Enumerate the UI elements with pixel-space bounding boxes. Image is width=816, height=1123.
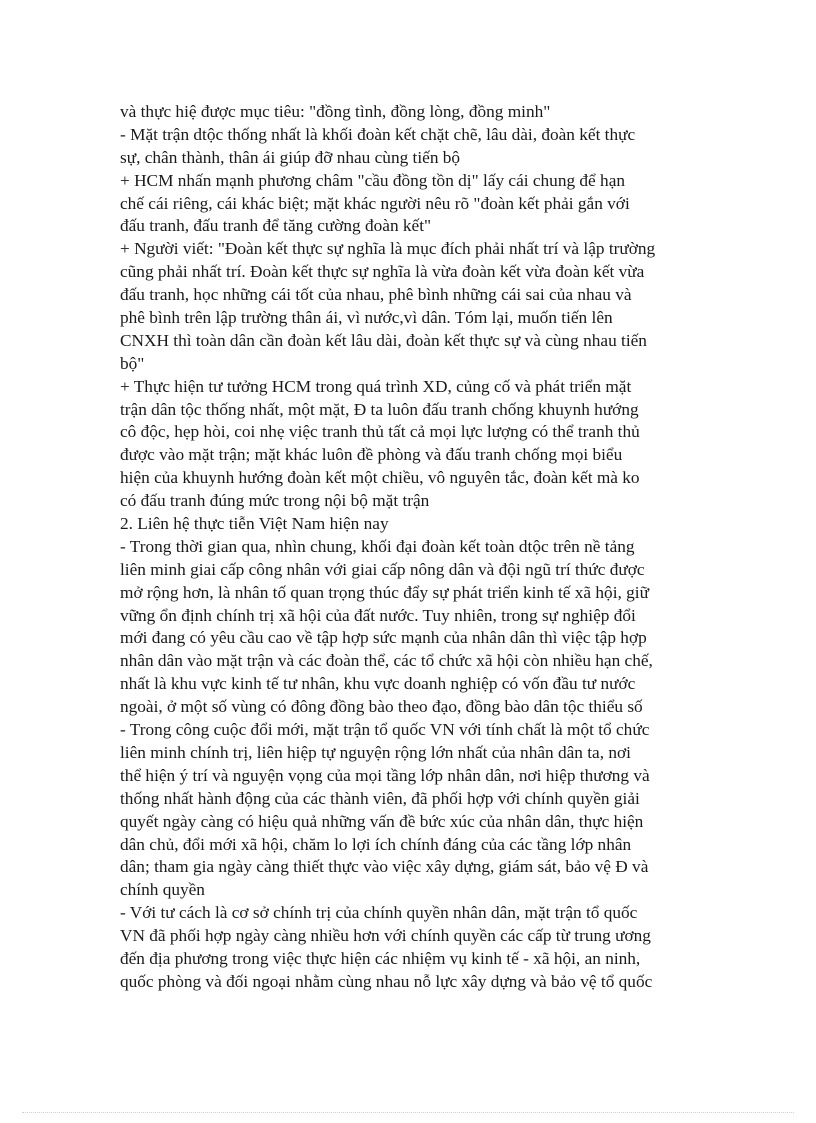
text-line: phê bình trên lập trường thân ái, vì nước,vì dân. Tóm lại, muốn tiến lên — [120, 308, 613, 328]
text-line: và thực hiệ được mục tiêu: "đồng tình, đồng lòng, đồng minh" — [120, 102, 551, 121]
text-line: vững ổn định chính trị xã hội của đất nước. Tuy nhiên, trong sự nghiệp đổi — [120, 605, 636, 625]
text-line: - Mặt trận dtộc thống nhất là khối đoàn kết chặt chẽ, lâu dài, đoàn kết thực — [120, 124, 636, 144]
text-line: thống nhất hành động của các thành viên, đã phối hợp với chính quyền giải — [120, 788, 640, 808]
text-line: cô độc, hẹp hòi, coi nhẹ việc tranh thủ tất cả mọi lực lượng có thể tranh thủ — [120, 422, 640, 442]
page-bottom-rule — [22, 1112, 794, 1113]
text-line: nhân dân vào mặt trận và các đoàn thể, các tổ chức xã hội còn nhiều hạn chế, — [120, 651, 653, 671]
text-line: dân; tham gia ngày càng thiết thực vào việc xây dựng, giám sát, bảo vệ Đ và — [120, 857, 649, 877]
text-line: ngoài, ở một số vùng có đông đồng bào theo đạo, đồng bào dân tộc thiểu số — [120, 697, 643, 717]
text-line: chế cái riêng, cái khác biệt; mặt khác người nêu rõ "đoàn kết phải gắn với — [120, 193, 630, 213]
text-line: sự, chân thành, thân ái giúp đỡ nhau cùng tiến bộ — [120, 147, 461, 167]
text-line: liên minh chính trị, liên hiệp tự nguyện rộng lớn nhất của nhân dân ta, nơi — [120, 742, 631, 762]
text-line: quốc phòng và đối ngoại nhằm cùng nhau nỗ lực xây dựng và bảo vệ tổ quốc — [120, 971, 653, 991]
text-line: cũng phải nhất trí. Đoàn kết thực sự nghĩa là vừa đoàn kết vừa đoàn kết vừa — [120, 262, 645, 282]
text-line: + Người viết: "Đoàn kết thực sự nghĩa là mục đích phải nhất trí và lập trường — [120, 239, 656, 259]
text-line: được vào mặt trận; mặt khác luôn đề phòng và đấu tranh chống mọi biểu — [120, 445, 623, 465]
section-heading: 2. Liên hệ thực tiễn Việt Nam hiện nay — [120, 514, 389, 534]
body-text — [120, 101, 700, 994]
text-line: VN đã phối hợp ngày càng nhiều hơn với chính quyền các cấp từ trung ương — [120, 926, 651, 946]
text-line: + Thực hiện tư tưởng HCM trong quá trình XD, củng cố và phát triển mặt — [120, 376, 632, 396]
text-line: bộ" — [120, 353, 145, 373]
text-line: - Với tư cách là cơ sở chính trị của chính quyền nhân dân, mặt trận tổ quốc — [120, 903, 638, 923]
text-line: + HCM nhấn mạnh phương châm "cầu đồng tồn dị" lấy cái chung để hạn — [120, 170, 626, 190]
text-line: đến địa phương trong việc thực hiện các nhiệm vụ kinh tế - xã hội, an ninh, — [120, 948, 641, 968]
text-line: - Trong công cuộc đổi mới, mặt trận tổ quốc VN với tính chất là một tổ chức — [120, 720, 650, 740]
text-line: mở rộng hơn, là nhân tố quan trọng thúc đẩy sự phát triển kinh tế xã hội, giữ — [120, 582, 649, 602]
text-line: đấu tranh, học những cái tốt của nhau, phê bình những cái sai của nhau và — [120, 285, 632, 305]
text-line: quyết ngày càng có hiệu quả những vấn đề bức xúc của nhân dân, thực hiện — [120, 811, 644, 831]
text-line: mới đang có yêu cầu cao về tập hợp sức mạnh của nhân dân thì việc tập hợp — [120, 628, 647, 648]
text-line: đấu tranh, đấu tranh để tăng cường đoàn kết" — [120, 216, 432, 236]
text-line: có đấu tranh đúng mức trong nội bộ mặt trận — [120, 491, 430, 511]
text-line: liên minh giai cấp công nhân với giai cấp nông dân và đội ngũ trí thức được — [120, 559, 645, 579]
text-line: thể hiện ý trí và nguyện vọng của mọi tầng lớp nhân dân, nơi hiệp thương và — [120, 765, 650, 785]
text-line: chính quyền — [120, 880, 205, 900]
text-line: hiện của khuynh hướng đoàn kết một chiều, vô nguyên tắc, đoàn kết mà ko — [120, 468, 640, 488]
text-line: dân chủ, đổi mới xã hội, chăm lo lợi ích chính đáng của các tầng lớp nhân — [120, 834, 632, 854]
text-line: trận dân tộc thống nhất, một mặt, Đ ta luôn đấu tranh chống khuynh hướng — [120, 399, 639, 419]
text-line: - Trong thời gian qua, nhìn chung, khối đại đoàn kết toàn dtộc trên nề tảng — [120, 536, 635, 556]
text-line: nhất là khu vực kinh tế tư nhân, khu vực doanh nghiệp có vốn đầu tư nước — [120, 674, 636, 694]
text-line: CNXH thì toàn dân cần đoàn kết lâu dài, đoàn kết thực sự và cùng nhau tiến — [120, 330, 647, 350]
